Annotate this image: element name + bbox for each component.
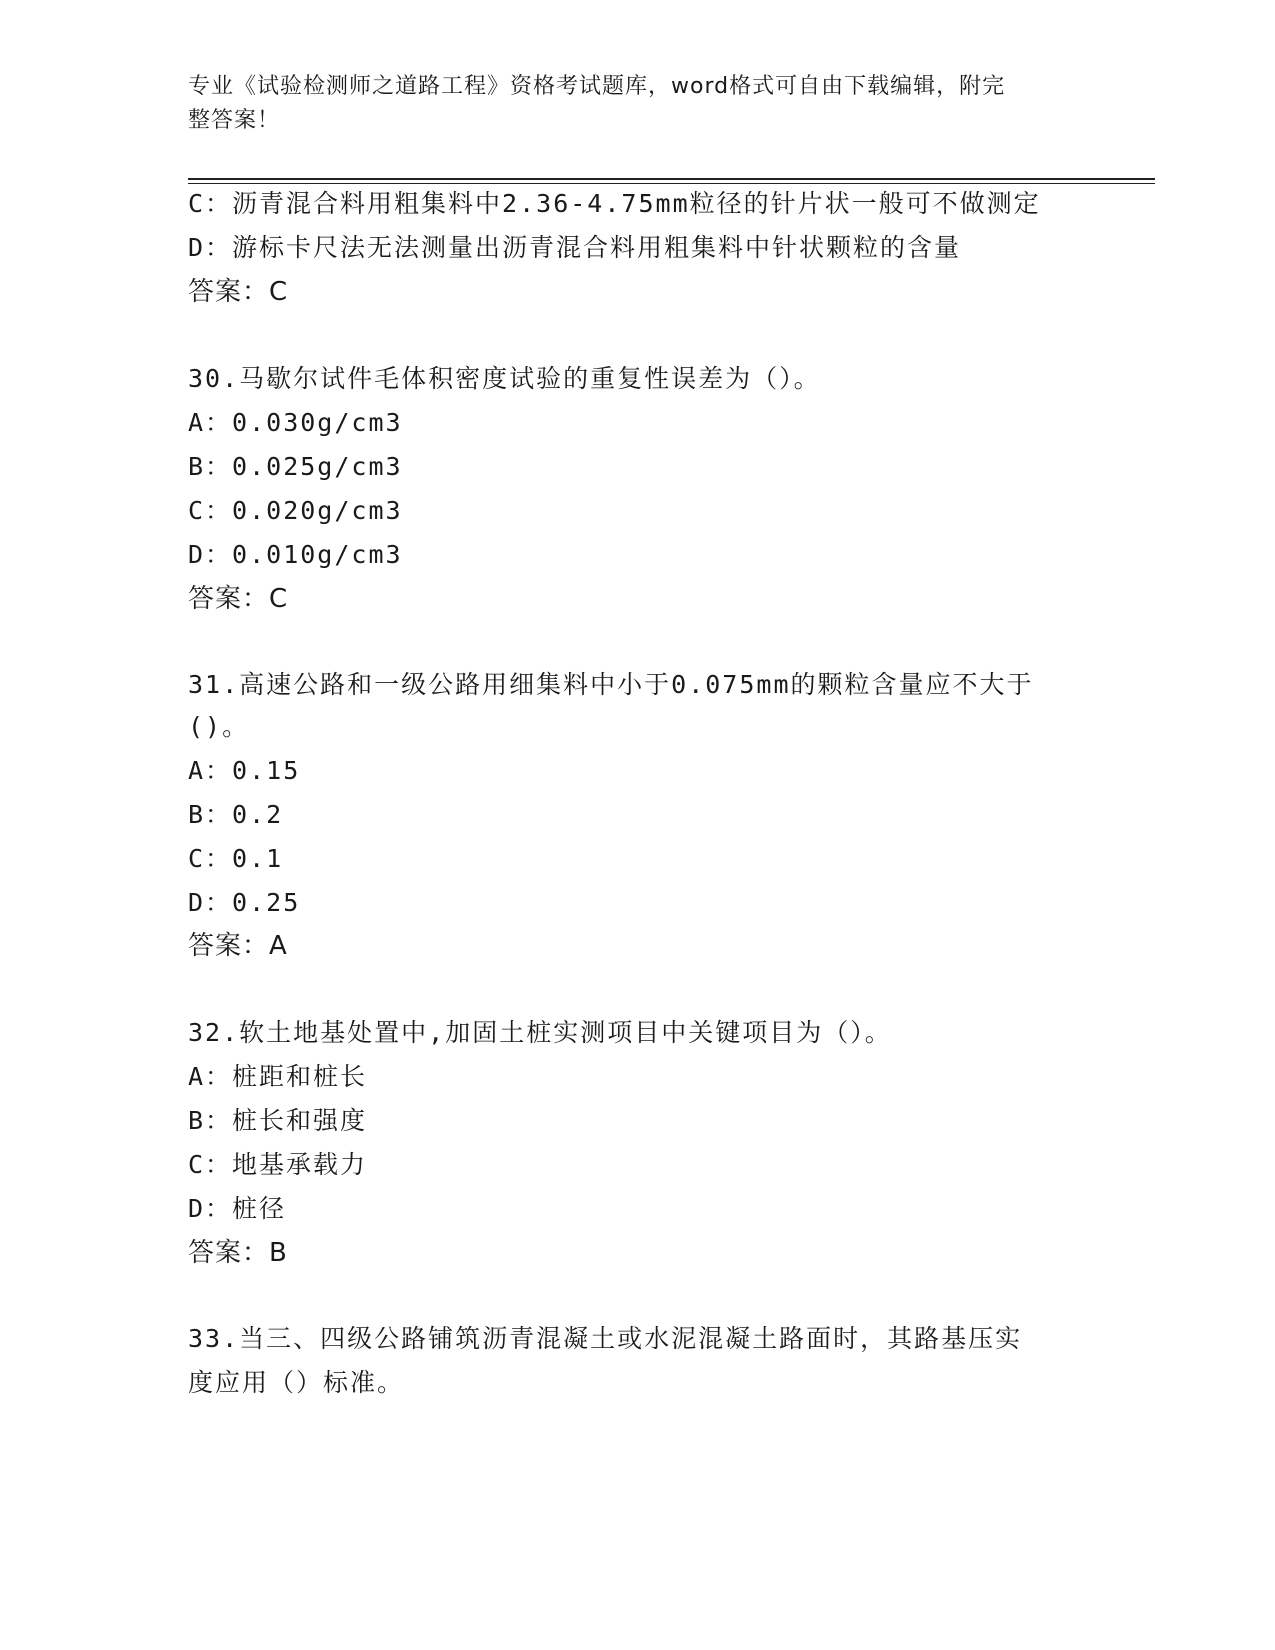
q31-option-c: C：0.1 xyxy=(188,844,284,873)
prev-option-d: D：游标卡尺法无法测量出沥青混合料用粗集料中针状颗粒的含量 xyxy=(188,233,962,262)
q32-answer: 答案：B xyxy=(188,1238,288,1268)
q31-option-a: A：0.15 xyxy=(188,756,301,785)
q33-stem-line-1: 33.当三、四级公路铺筑沥青混凝土或水泥混凝土路面时，其路基压实 xyxy=(188,1324,1023,1353)
q30-option-c: C：0.020g/cm3 xyxy=(188,496,403,525)
q31-option-b: B：0.2 xyxy=(188,800,284,829)
header-rule-thick xyxy=(188,178,1155,180)
q33-stem-line-2: 度应用（）标准。 xyxy=(188,1368,405,1397)
q30-stem: 30.马歇尔试件毛体积密度试验的重复性误差为（）。 xyxy=(188,364,821,393)
prev-option-c: C：沥青混合料用粗集料中2.36-4.75mm粒径的针片状一般可不做测定 xyxy=(188,189,1041,218)
q31-option-d: D：0.25 xyxy=(188,888,301,917)
q31-stem-line-1: 31.高速公路和一级公路用细集料中小于0.075mm的颗粒含量应不大于 xyxy=(188,670,1034,699)
document-header xyxy=(188,70,1068,138)
header-line-1: 专业《试验检测师之道路工程》资格考试题库，word格式可自由下载编辑，附完 xyxy=(188,74,1006,99)
q31-answer: 答案：A xyxy=(188,931,288,961)
q30-option-d: D：0.010g/cm3 xyxy=(188,540,403,569)
q32-option-b: B：桩长和强度 xyxy=(188,1106,368,1135)
q31-stem-line-2: ()。 xyxy=(188,712,250,741)
q32-stem: 32.软土地基处置中,加固土桩实测项目中关键项目为（）。 xyxy=(188,1018,892,1047)
q32-option-d: D：桩径 xyxy=(188,1194,287,1223)
q32-option-c: C：地基承载力 xyxy=(188,1150,368,1179)
q32-option-a: A：桩距和桩长 xyxy=(188,1062,368,1091)
header-rule-thin xyxy=(188,183,1155,184)
header-line-2: 整答案！ xyxy=(188,108,281,133)
q30-option-a: A：0.030g/cm3 xyxy=(188,408,403,437)
prev-answer: 答案：C xyxy=(188,277,289,307)
q30-option-b: B：0.025g/cm3 xyxy=(188,452,403,481)
q30-answer: 答案：C xyxy=(188,584,289,614)
